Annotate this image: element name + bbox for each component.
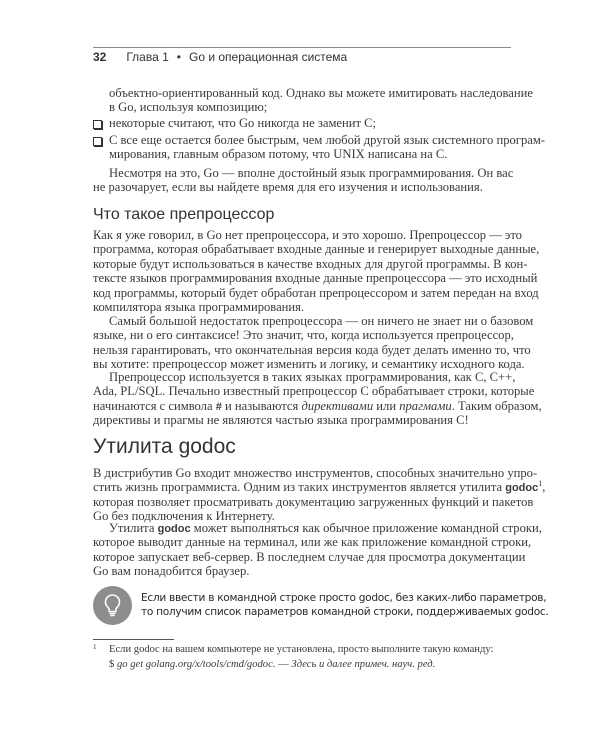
text-line: код программы, который будет обработан препроцессором и затем передан на вход xyxy=(93,285,539,300)
inline-code: godoc xyxy=(157,523,191,535)
text-line: которое запускает веб-сервер. В последнем случае для просмотра документации xyxy=(93,549,526,564)
page-number: 32 xyxy=(93,50,107,64)
inline-text: , xyxy=(542,480,546,495)
inline-text: начинаются с символа xyxy=(93,398,216,413)
paragraph xyxy=(93,466,546,524)
inline-text: . Таким образом, xyxy=(451,398,542,413)
footnote xyxy=(93,642,513,672)
section-heading-preprocessor: Что такое препроцессор xyxy=(93,206,275,223)
text-line: Самый большой недостаток препроцессора — он ничего не знает ни о базовом xyxy=(109,314,534,328)
header-separator: • xyxy=(176,50,181,64)
section-heading-godoc: Утилита godoc xyxy=(93,435,236,458)
inline-text: или xyxy=(373,398,400,413)
chapter-label: Глава 1 xyxy=(126,50,169,64)
text-line: Препроцессор используется в таких языках программирования, как C, C++, xyxy=(109,370,516,384)
text-line: которое выводит данные на терминал, или же как приложение командной строки, xyxy=(93,535,532,550)
inline-code: godoc xyxy=(505,482,539,495)
text-line: Go без подключения к Интернету. xyxy=(93,509,275,524)
text-line: директивы и прагмы не являются частью языка программирования C! xyxy=(93,413,469,428)
inline-text: Утилита xyxy=(109,521,158,535)
footnote-line: Если godoc на вашем компьютере не установлена, просто выполните такую команду: xyxy=(109,644,494,655)
bullet-checkbox-icon xyxy=(93,120,102,129)
text-line: Ada, PL/SQL. Печально известный препроцессор C обрабатывает строки, которые xyxy=(93,384,535,399)
bullet-item xyxy=(93,116,510,130)
text-line xyxy=(93,398,542,413)
text-line: тексте языков программирования входные данные препроцессора — это исходный xyxy=(93,271,538,286)
tip-note xyxy=(141,591,548,620)
text-line: Как я уже говорил, в Go нет препроцессора, и это хорошо. Препроцессор — это xyxy=(93,228,522,242)
text-line: вы хотите: препроцессор может изменить и логику, и семантику исходного кода. xyxy=(93,357,525,372)
lightbulb-icon xyxy=(93,586,132,625)
text-line: программа, которая обрабатывает входные данные и генерирует выходные данные, xyxy=(93,242,540,257)
text-line: которая позволяет просматривать документацию загруженных функций и пакетов xyxy=(93,494,534,509)
inline-text: стить жизнь программиста. Одним из таких инструментов является утилита xyxy=(93,480,506,495)
inline-text: и называются xyxy=(221,398,302,413)
tip-line: то получим список параметров командной строки, поддерживаемых godoc. xyxy=(141,606,549,619)
paragraph xyxy=(93,521,542,579)
text-line: мирования, главным образом потому, что UNIX написана на C. xyxy=(109,147,448,162)
inline-text: может выполняться как обычное приложение командной строки, xyxy=(190,521,542,535)
paragraph xyxy=(93,86,533,115)
chapter-title: Go и операционная система xyxy=(188,50,348,64)
header-rule xyxy=(93,47,511,48)
text-line: C все еще остается более быстрым, чем любой другой язык системного програм- xyxy=(109,133,546,147)
text-line: которые будут использоваться в качестве входных для другой программы. В кон- xyxy=(93,256,528,271)
inline-emphasis: прагмами xyxy=(399,398,452,413)
tip-line: Если ввести в командной строке просто godoc, без каких-либо параметров, xyxy=(141,592,547,604)
text-line xyxy=(93,521,542,535)
inline-code: # xyxy=(215,400,222,413)
text-line: Несмотря на это, Go — вполне достойный язык программирования. Он вас xyxy=(109,166,514,180)
text-line: объектно-ориентированный код. Однако вы можете имитировать наследование xyxy=(109,86,533,100)
text-line: В дистрибутив Go входит множество инструментов, способных значительно упро- xyxy=(93,466,538,480)
text-line: языке, ни о его синтаксисе! Это значит, что, когда используется препроцессор, xyxy=(93,328,514,343)
running-header xyxy=(93,50,347,64)
bullet-item xyxy=(93,133,546,162)
text-line xyxy=(93,479,546,495)
paragraph xyxy=(93,314,534,372)
footnote-rule xyxy=(93,639,174,640)
text-line: не разочарует, если вы найдете время для его изучения и использования. xyxy=(93,180,483,195)
text-line: компилятора языка программирования. xyxy=(93,299,305,314)
text-line: некоторые считают, что Go никогда не заменит C; xyxy=(109,116,377,130)
paragraph xyxy=(93,228,540,314)
text-line: в Go, используя композицию; xyxy=(109,100,268,115)
bullet-checkbox-icon xyxy=(93,137,102,146)
paragraph xyxy=(93,166,514,195)
footnote-line: $ go get golang.org/x/tools/cmd/godoc. — Здесь и далее примеч. науч. ред. xyxy=(109,659,436,670)
paragraph xyxy=(93,370,542,428)
footnote-number: 1 xyxy=(93,643,97,651)
inline-emphasis: директивами xyxy=(301,398,374,413)
inline-footnote-ref: 1 xyxy=(538,479,543,489)
text-line: нельзя гарантировать, что окончательная версия кода будет делать именно то, что xyxy=(93,342,531,357)
text-line: Go вам понадобится браузер. xyxy=(93,564,250,579)
